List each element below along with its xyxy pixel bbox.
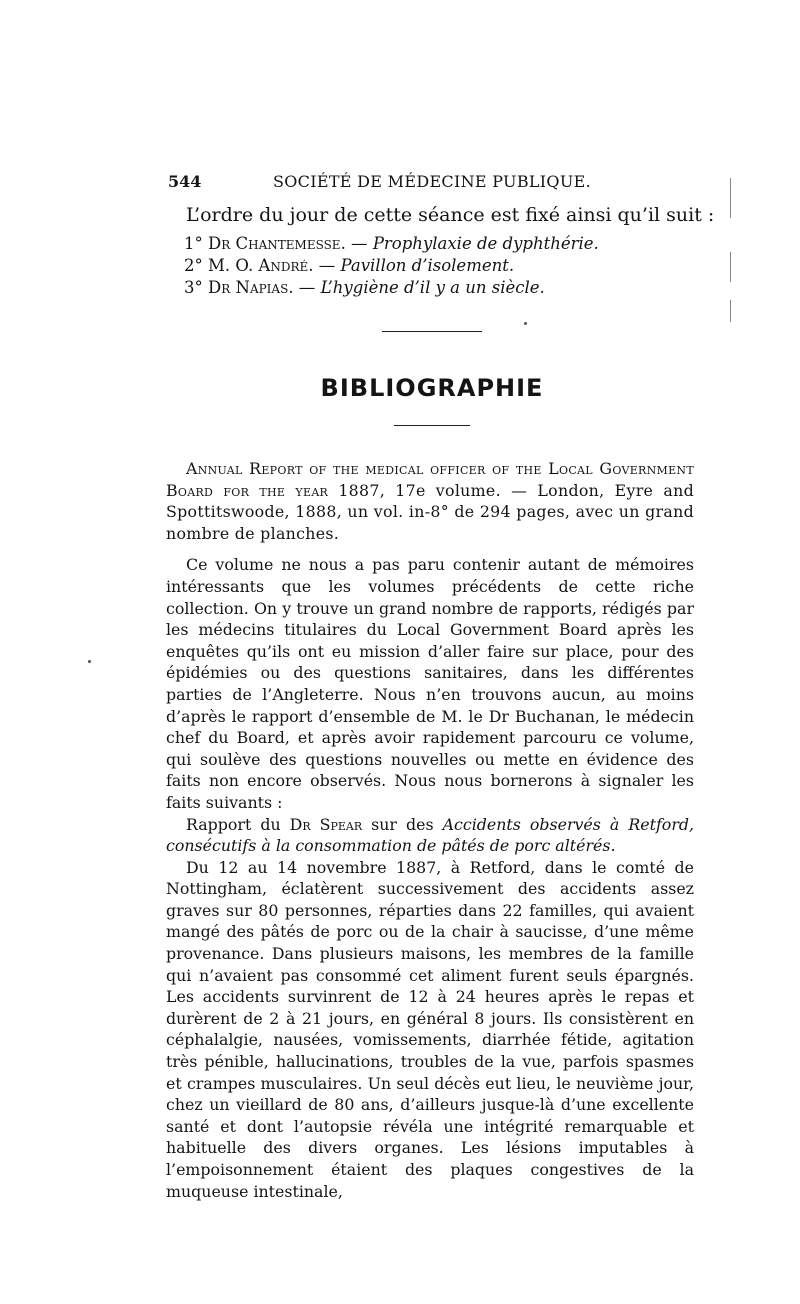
- margin-mark: [730, 300, 731, 322]
- review-body: [166, 458, 694, 1202]
- agenda-list: [184, 233, 599, 299]
- agenda-number: 1°: [184, 234, 208, 253]
- agenda-separator: —: [293, 278, 321, 297]
- reference-title: Annual Report of the medical officer of the Local Government Board for the year 1887,: [166, 459, 694, 500]
- margin-mark: [730, 178, 731, 218]
- agenda-speaker: Dr Chantemesse.: [208, 234, 346, 253]
- report-author: Dr Spear: [289, 814, 363, 834]
- agenda-speaker: M. O. André.: [208, 256, 314, 275]
- agenda-separator: —: [313, 256, 341, 275]
- section-divider-bottom: [394, 425, 470, 426]
- section-title: BIBLIOGRAPHIE: [320, 374, 544, 402]
- agenda-topic: L’hygiène d’il y a un siècle.: [320, 278, 545, 297]
- margin-mark: [730, 252, 731, 282]
- agenda-topic: Pavillon d’isolement.: [340, 256, 515, 275]
- reference-details: 17e volume. — London, Eyre and Spottitswoode, 1888, un vol. in-8° de 294 pages, avec un grand nombre de planches.: [166, 480, 694, 543]
- page-header: [168, 172, 696, 196]
- agenda-item: [184, 277, 599, 299]
- agenda-number: 3°: [184, 278, 208, 297]
- agenda-separator: —: [345, 234, 373, 253]
- agenda-item: [184, 233, 599, 255]
- agenda-topic: Prophylaxie de dyphthérie.: [372, 234, 599, 253]
- paragraph-intro: Ce volume ne nous a pas paru contenir autant de mémoires intéressants que les volumes précédents de cette riche collection. On y trouve un grand nombre de rapports, rédigés par les médecins titulaires du Local Government Board après les enquêtes qu’ils ont eu mission d’aller faire sur place, pour des épidémies ou des questions sanitaires, dans les différentes parties de l’Angleterre. Nous n’en trouvons aucun, au moins d’après le rapport d’ensemble de M. le Dr Buchanan, le médecin chef du Board, et après avoir rapidement parcouru ce volume, qui soulève des questions nouvelles ou mette en évidence des faits non encore observés. Nous nous bornerons à signaler les faits suivants :: [166, 555, 694, 812]
- report-prefix: Rapport du: [186, 814, 290, 834]
- running-title: SOCIÉTÉ DE MÉDECINE PUBLIQUE.: [273, 172, 591, 191]
- agenda-item: [184, 255, 599, 277]
- agenda-number: 2°: [184, 256, 208, 275]
- agenda-intro: L’ordre du jour de cette séance est fixé ainsi qu’il suit :: [186, 204, 715, 226]
- paragraph-report-title: [166, 814, 694, 857]
- report-mid: sur des: [362, 814, 443, 834]
- agenda-speaker: Dr Napias.: [208, 278, 294, 297]
- book-reference: [166, 458, 694, 544]
- print-speck: [524, 322, 527, 325]
- report-title: Accidents observés à Retford, consécutifs à la consommation de pâtés de porc altérés.: [166, 814, 694, 856]
- page-number: 544: [168, 172, 202, 191]
- section-divider-top: [382, 331, 482, 332]
- paragraph-retford: Du 12 au 14 novembre 1887, à Retford, dans le comté de Nottingham, éclatèrent successivement des accidents assez graves sur 80 personnes, réparties dans 22 familles, qui avaient mangé des pâtés de porc ou de la chair à saucisse, d’une même provenance. Dans plusieurs maisons, les membres de la famille qui n’avaient pas consommé cet aliment furent seuls épargnés. Les accidents survinrent de 12 à 24 heures après le repas et durèrent de 2 à 21 jours, en général 8 jours. Ils consistèrent en céphalalgie, nausées, vomissements, diarrhée fétide, agitation très pénible, hallucinations, troubles de la vue, parfois spasmes et crampes musculaires. Un seul décès eut lieu, le neuvième jour, chez un vieillard de 80 ans, d’ailleurs jusque-là d’une excellente santé et dont l’autopsie révéla une intégrité remarquable et habituelle des divers organes. Les lésions imputables à l’empoisonnement étaient des plaques congestives de la muqueuse intestinale,: [166, 857, 694, 1201]
- margin-speck: [88, 660, 91, 663]
